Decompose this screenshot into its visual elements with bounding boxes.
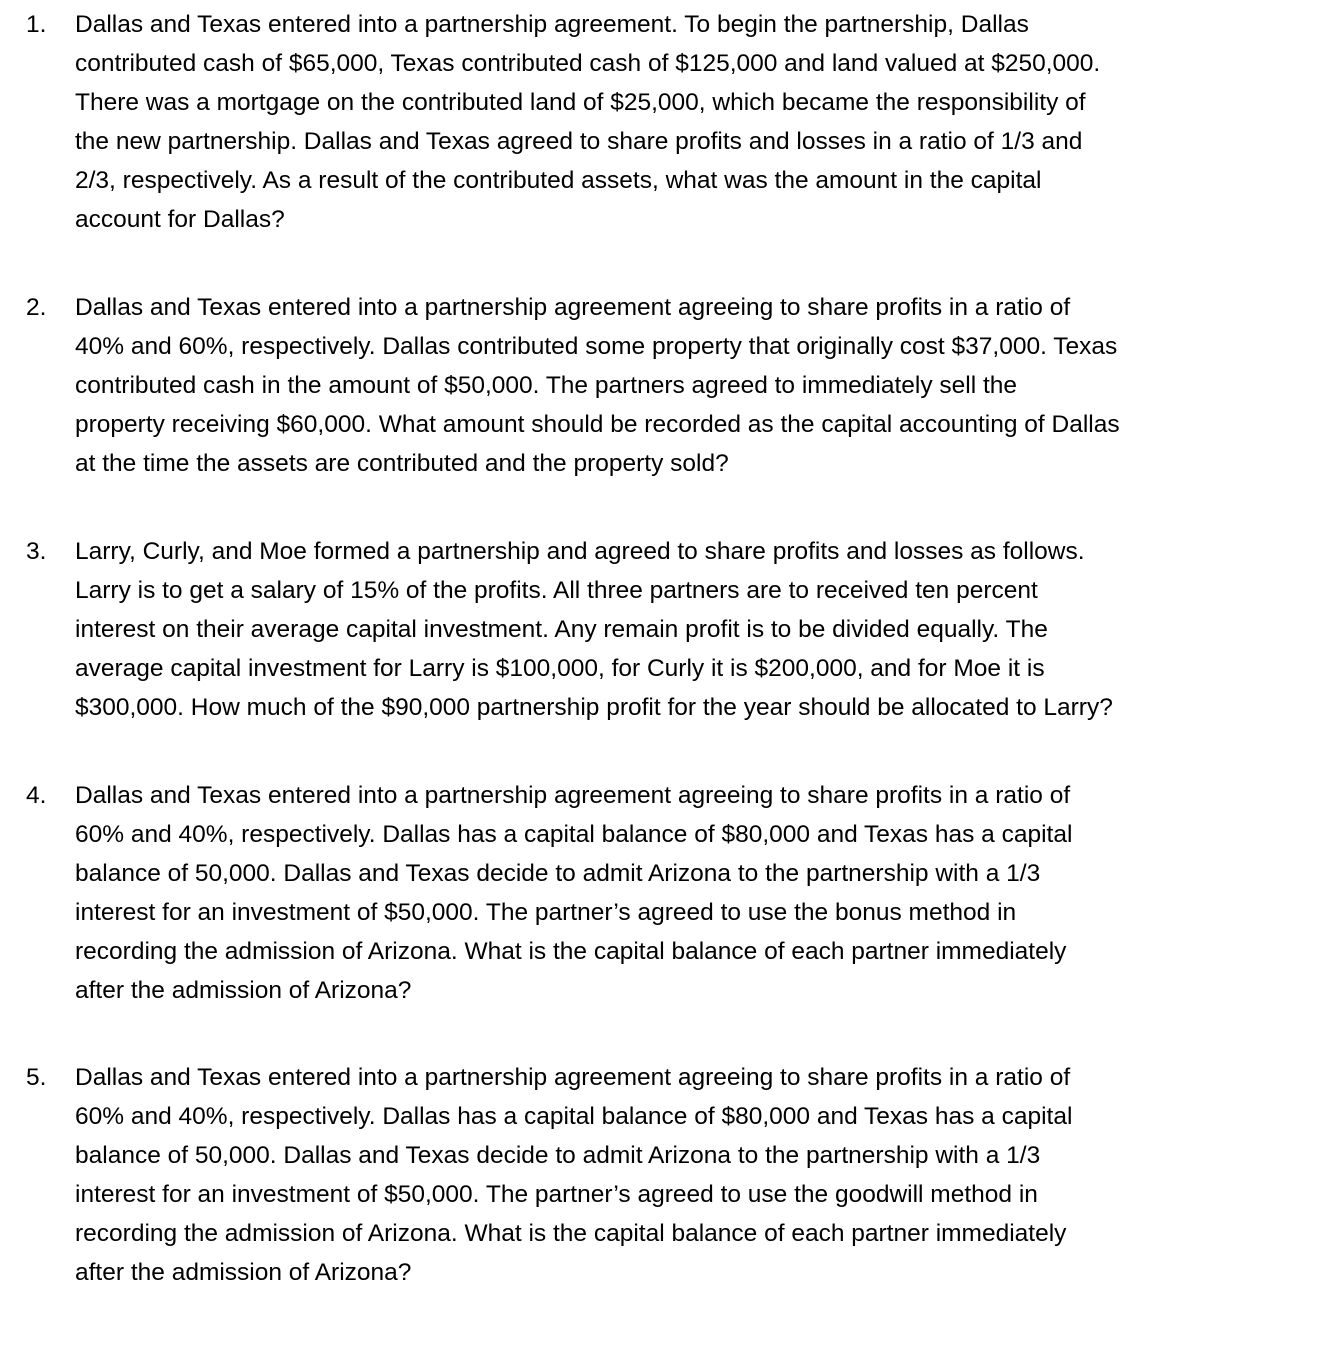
text-line: interest on their average capital investment. Any remain profit is to be divided equally. The [75,616,1048,643]
text-line: Dallas and Texas entered into a partnership agreement agreeing to share profits in a ratio of [75,294,1071,321]
question-number: 2. [26,294,47,321]
text-line: interest for an investment of $50,000. The partner’s agreed to use the goodwill method in [75,1181,1038,1208]
question-text [75,776,1316,1010]
text-line: Larry is to get a salary of 15% of the profits. All three partners are to received ten percent [75,577,1038,604]
text-line: Dallas and Texas entered into a partnership agreement agreeing to share profits in a ratio of [75,1064,1071,1091]
question-3 [26,532,1316,727]
text-line: recording the admission of Arizona. What is the capital balance of each partner immediately [75,938,1067,965]
text-line: Dallas and Texas entered into a partnership agreement. To begin the partnership, Dallas [75,11,1029,38]
text-line: average capital investment for Larry is $100,000, for Curly it is $200,000, and for Moe it is [75,655,1045,682]
text-line: 40% and 60%, respectively. Dallas contributed some property that originally cost $37,000. Texas [75,333,1118,360]
question-5 [26,1058,1316,1292]
text-line: 60% and 40%, respectively. Dallas has a capital balance of $80,000 and Texas has a capital [75,1103,1073,1130]
text-line: interest for an investment of $50,000. The partner’s agreed to use the bonus method in [75,899,1017,926]
text-line: account for Dallas? [75,206,285,233]
question-number: 5. [26,1064,47,1091]
text-line: 2/3, respectively. As a result of the contributed assets, what was the amount in the capital [75,167,1042,194]
text-line: There was a mortgage on the contributed land of $25,000, which became the responsibility of [75,89,1086,116]
text-line: recording the admission of Arizona. What is the capital balance of each partner immediately [75,1220,1067,1247]
question-number: 3. [26,538,47,565]
text-line: at the time the assets are contributed and the property sold? [75,450,729,477]
question-text [75,1058,1316,1292]
question-1 [26,5,1316,239]
text-line: property receiving $60,000. What amount should be recorded as the capital accounting of Dallas [75,411,1120,438]
question-4 [26,776,1316,1010]
text-line: after the admission of Arizona? [75,977,412,1004]
text-line: Dallas and Texas entered into a partnership agreement agreeing to share profits in a ratio of [75,782,1071,809]
text-line: contributed cash in the amount of $50,000. The partners agreed to immediately sell the [75,372,1018,399]
text-line: balance of 50,000. Dallas and Texas decide to admit Arizona to the partnership with a 1/3 [75,1142,1041,1169]
question-number: 1. [26,11,47,38]
text-line: balance of 50,000. Dallas and Texas decide to admit Arizona to the partnership with a 1/3 [75,860,1041,887]
question-number: 4. [26,782,47,809]
text-line: 60% and 40%, respectively. Dallas has a capital balance of $80,000 and Texas has a capital [75,821,1073,848]
text-line: Larry, Curly, and Moe formed a partnership and agreed to share profits and losses as follows. [75,538,1085,565]
text-line: the new partnership. Dallas and Texas agreed to share profits and losses in a ratio of 1/3 and [75,128,1083,155]
text-line: $300,000. How much of the $90,000 partnership profit for the year should be allocated to Larry? [75,694,1113,721]
question-text [75,5,1316,239]
question-text [75,288,1316,483]
text-line: after the admission of Arizona? [75,1259,412,1286]
question-2 [26,288,1316,483]
question-text [75,532,1316,727]
text-line: contributed cash of $65,000, Texas contributed cash of $125,000 and land valued at $250,000. [75,50,1101,77]
